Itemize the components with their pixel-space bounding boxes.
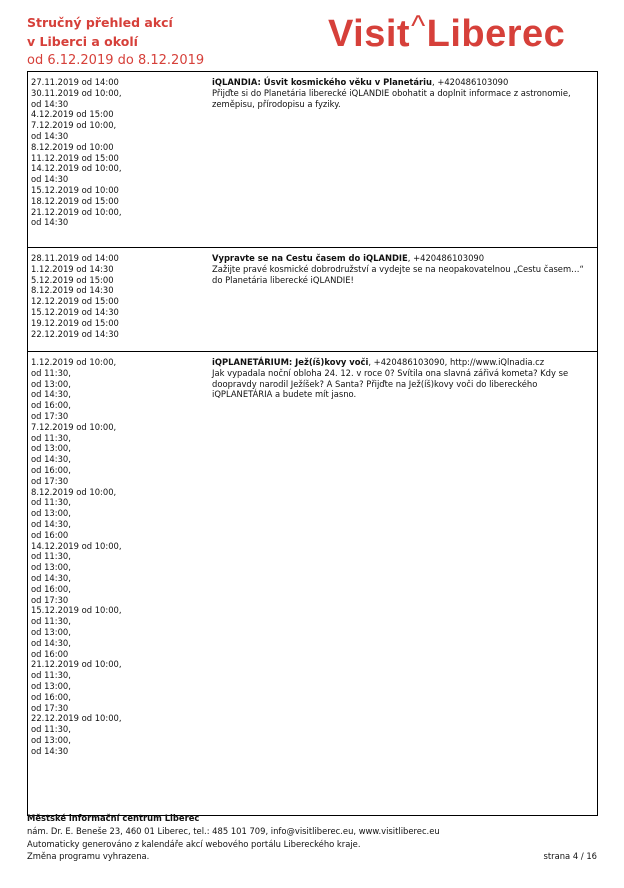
event-date-line: 21.12.2019 od 10:00, <box>31 659 122 670</box>
event-contact: , +420486103090 <box>407 253 485 263</box>
footer <box>27 812 598 863</box>
event-row <box>28 72 597 248</box>
event-date-line: od 13:00, <box>31 443 71 454</box>
event-date-line: od 14:30 <box>31 745 69 756</box>
event-date-line: 1.12.2019 od 10:00, <box>31 357 117 367</box>
event-date-line: od 11:30, <box>31 616 71 627</box>
event-date-line: 18.12.2019 od 15:00 <box>31 195 119 206</box>
event-date-line: od 14:30 <box>31 174 69 185</box>
event-date-line: od 16:00, <box>31 691 71 702</box>
event-date-line: od 17:30 <box>31 410 69 421</box>
event-description: Zažijte pravé kosmické dobrodružství a vydejte se na neopakovatelnou „Cestu časem…“ do Planetária liberecké iQLANDIE! <box>212 263 584 285</box>
document-title <box>27 13 204 70</box>
event-date-line: od 13:00, <box>31 626 71 637</box>
event-date-line: od 13:00, <box>31 378 71 389</box>
event-date-line: od 11:30, <box>31 724 71 735</box>
event-date-line: 8.12.2019 od 10:00, <box>31 486 117 497</box>
event-date-line: 4.12.2019 od 15:00 <box>31 109 114 120</box>
event-date-line: od 11:30, <box>31 497 71 508</box>
visit-liberec-logo <box>328 12 565 59</box>
event-contact: , +420486103090, http://www.iQlnadia.cz <box>368 357 545 367</box>
event-date-line: od 11:30, <box>31 670 71 681</box>
logo-liberec: Liberec <box>426 13 566 55</box>
event-description: Jak vypadala noční obloha 24. 12. v roce 0? Svítila ona slavná zářivá kometa? Kdy se doopravdy narodil Ježíšek? A Santa? Přijďte na Jež(íš)kovy voči do libereckého iQPLANETÁRIA a budete mít jasno. <box>212 367 569 400</box>
event-date-line: od 14:30 <box>31 217 69 228</box>
event-dates <box>31 77 206 228</box>
event-date-line: od 16:00, <box>31 464 71 475</box>
event-date-line: 5.12.2019 od 15:00 <box>31 274 114 285</box>
event-date-line: 15.12.2019 od 14:30 <box>31 306 119 317</box>
event-date-line: od 13:00, <box>31 562 71 573</box>
event-date-line: 1.12.2019 od 14:30 <box>31 263 114 274</box>
event-date-line: od 16:00 <box>31 648 69 659</box>
event-title: Vypravte se na Cestu časem do iQLANDIE <box>212 253 408 263</box>
event-date-line: od 13:00, <box>31 734 71 745</box>
event-date-line: od 11:30, <box>31 367 71 378</box>
event-dates <box>31 253 206 339</box>
event-date-line: 28.11.2019 od 14:00 <box>31 253 119 263</box>
event-date-line: 22.12.2019 od 10:00, <box>31 713 122 724</box>
event-date-line: 30.11.2019 od 10:00, <box>31 87 122 98</box>
event-contact: , +420486103090 <box>432 77 509 87</box>
title-line-2: v Liberci a okolí <box>27 34 138 49</box>
event-date-line: od 14:30, <box>31 389 71 400</box>
event-info <box>212 77 592 109</box>
event-date-line: od 14:30 <box>31 98 69 109</box>
event-date-line: 11.12.2019 od 15:00 <box>31 152 119 163</box>
event-date-line: od 16:00, <box>31 400 71 411</box>
footer-org: Městské informační centrum Liberec <box>27 813 200 823</box>
event-date-line: od 14:30, <box>31 572 71 583</box>
logo-visit: Visit <box>328 13 411 55</box>
event-date-line: 21.12.2019 od 10:00, <box>31 206 122 217</box>
event-date-line: od 17:30 <box>31 594 69 605</box>
event-date-line: od 14:30, <box>31 518 71 529</box>
event-date-line: od 11:30, <box>31 551 71 562</box>
event-date-line: 7.12.2019 od 10:00, <box>31 120 117 131</box>
event-date-line: od 16:00 <box>31 529 69 540</box>
event-date-line: od 17:30 <box>31 475 69 486</box>
event-date-line: 8.12.2019 od 10:00 <box>31 141 114 152</box>
event-date-line: od 14:30, <box>31 454 71 465</box>
event-date-line: od 13:00, <box>31 508 71 519</box>
page-number: strana 4 / 16 <box>543 851 597 861</box>
footer-note-change: Změna programu vyhrazena. <box>27 851 150 862</box>
event-date-line: 14.12.2019 od 10:00, <box>31 163 122 174</box>
event-date-line: od 17:30 <box>31 702 69 713</box>
logo-caret: ^ <box>411 10 426 43</box>
event-date-line: 15.12.2019 od 10:00 <box>31 184 119 195</box>
event-date-line: od 16:00, <box>31 583 71 594</box>
event-title: iQPLANETÁRIUM: Jež(íš)kovy voči <box>212 357 369 367</box>
event-date-line: 19.12.2019 od 15:00 <box>31 317 119 328</box>
event-date-line: od 11:30, <box>31 432 71 443</box>
event-date-line: od 14:30 <box>31 130 69 141</box>
event-date-line: 14.12.2019 od 10:00, <box>31 540 122 551</box>
event-date-line: 12.12.2019 od 15:00 <box>31 296 119 307</box>
event-date-line: 7.12.2019 od 10:00, <box>31 421 117 432</box>
event-title: iQLANDIA: Úsvit kosmického věku v Planetáriu <box>212 77 433 87</box>
event-date-line: 8.12.2019 od 14:30 <box>31 285 114 296</box>
footer-note-generated: Automaticky generováno z kalendáře akcí webového portálu Libereckého kraje. <box>27 838 361 849</box>
date-range: od 6.12.2019 do 8.12.2019 <box>27 53 205 68</box>
event-info <box>212 357 592 400</box>
event-row <box>28 248 597 352</box>
event-row <box>28 352 597 815</box>
event-date-line: od 13:00, <box>31 680 71 691</box>
event-date-line: 27.11.2019 od 14:00 <box>31 77 119 87</box>
event-date-line: 22.12.2019 od 14:30 <box>31 328 119 339</box>
event-date-line: 15.12.2019 od 10:00, <box>31 605 122 616</box>
title-line-1: Stručný přehled akcí <box>27 15 173 30</box>
footer-address: nám. Dr. E. Beneše 23, 460 01 Liberec, tel.: 485 101 709, info@visitliberec.eu, www.visitliberec.eu <box>27 825 440 836</box>
event-description: Přijďte si do Planetária liberecké iQLANDIE obohatit a doplnit informace z astronomie, zeměpisu, přírodopisu a fyziky. <box>212 87 571 109</box>
event-date-line: od 14:30, <box>31 637 71 648</box>
event-dates <box>31 357 206 756</box>
event-info <box>212 253 592 285</box>
events-table <box>27 71 598 816</box>
